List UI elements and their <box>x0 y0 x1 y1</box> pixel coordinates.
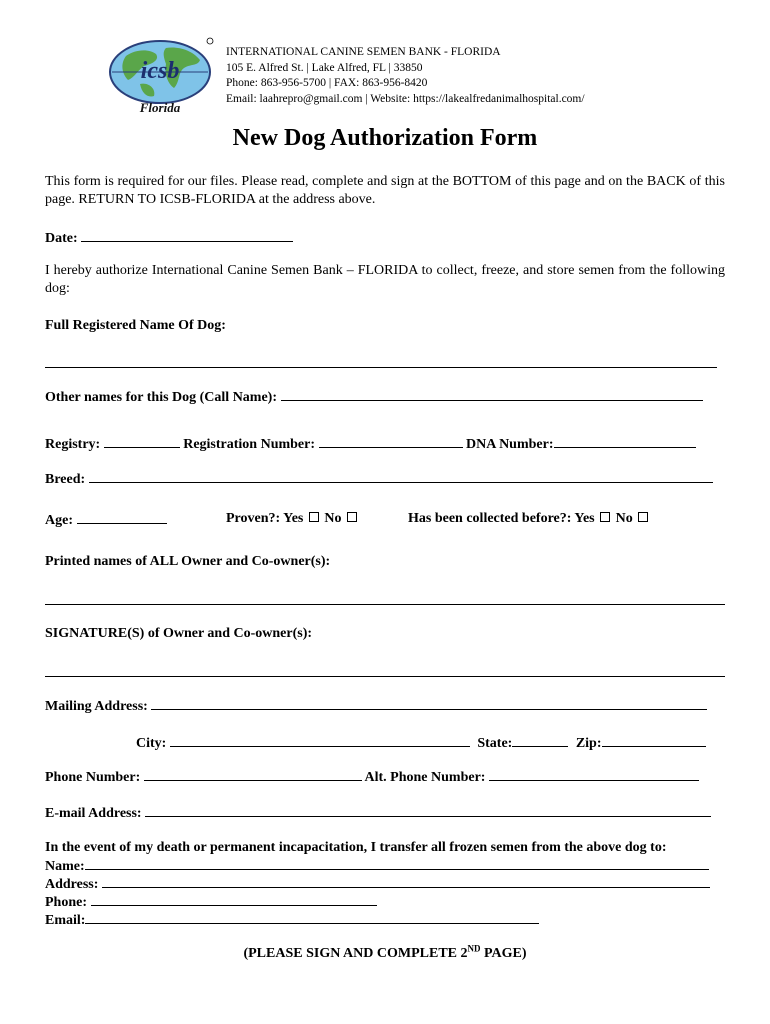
call-name-field[interactable] <box>281 387 703 401</box>
transfer-name-label: Name: <box>45 859 85 874</box>
transfer-statement: In the event of my death or permanent incapacitation, I transfer all frozen semen from the above dog to: <box>45 840 667 855</box>
proven-yes-checkbox[interactable] <box>309 512 319 522</box>
dna-number-field[interactable] <box>554 434 696 448</box>
full-name-field[interactable] <box>45 367 717 368</box>
age-field[interactable] <box>77 510 167 524</box>
state-field[interactable] <box>512 733 568 747</box>
alt-phone-field[interactable] <box>489 767 699 781</box>
mailing-field[interactable] <box>151 696 707 710</box>
transfer-address-field[interactable] <box>102 874 710 888</box>
transfer-phone-field[interactable] <box>91 892 377 906</box>
city-row <box>136 733 706 753</box>
registry-label: Registry: <box>45 437 101 452</box>
date-field[interactable] <box>81 228 293 242</box>
registry-field[interactable] <box>104 434 180 448</box>
email-field[interactable] <box>145 803 711 817</box>
intro-paragraph: This form is required for our files. Please read, complete and sign at the BOTTOM of this page and on the BACK of this page. RETURN TO ICSB-FLORIDA at the address above. <box>45 174 725 207</box>
transfer-name-row <box>45 856 709 876</box>
mailing-row <box>45 696 707 716</box>
page-title: New Dog Authorization Form <box>232 125 538 151</box>
collected-label: Has been collected before?: Yes <box>408 511 595 526</box>
owners-field[interactable] <box>45 604 725 605</box>
dna-number-label: DNA Number: <box>466 437 554 452</box>
authorization-paragraph: I hereby authorize International Canine Semen Bank – FLORIDA to collect, freeze, and store semen from the following dog: <box>45 263 725 296</box>
phone-row <box>45 767 699 787</box>
organization-info <box>226 45 585 107</box>
mailing-label: Mailing Address: <box>45 699 148 714</box>
proven-row <box>226 510 359 528</box>
alt-phone-label: Alt. Phone Number: <box>364 770 486 785</box>
collected-no-checkbox[interactable] <box>638 512 648 522</box>
registration-number-field[interactable] <box>319 434 463 448</box>
proven-no-label: No <box>324 511 342 526</box>
transfer-email-row <box>45 910 539 930</box>
proven-label: Proven?: Yes <box>226 511 304 526</box>
transfer-phone-row <box>45 892 377 912</box>
city-field[interactable] <box>170 733 470 747</box>
proven-no-checkbox[interactable] <box>347 512 357 522</box>
owners-label: Printed names of ALL Owner and Co-owner(s): <box>45 554 331 569</box>
date-label: Date: <box>45 231 78 246</box>
age-label: Age: <box>45 513 73 528</box>
collected-row <box>408 510 650 528</box>
zip-field[interactable] <box>602 733 706 747</box>
footer-text-after: PAGE) <box>480 946 527 961</box>
age-row <box>45 510 167 530</box>
zip-label: Zip: <box>575 736 602 751</box>
email-label: E-mail Address: <box>45 806 142 821</box>
signatures-label: SIGNATURE(S) of Owner and Co-owner(s): <box>45 626 313 641</box>
org-email-website: Email: laahrepro@gmail.com | Website: https://lakealfredanimalhospital.com/ <box>226 92 585 105</box>
org-name: INTERNATIONAL CANINE SEMEN BANK - FLORIDA <box>226 46 501 58</box>
full-name-label: Full Registered Name Of Dog: <box>45 318 226 333</box>
signatures-field[interactable] <box>45 676 725 677</box>
footer-superscript: ND <box>467 943 481 954</box>
breed-label: Breed: <box>45 472 86 487</box>
state-label: State: <box>477 736 513 751</box>
call-name-row <box>45 387 703 407</box>
phone-field[interactable] <box>144 767 362 781</box>
collected-yes-checkbox[interactable] <box>600 512 610 522</box>
transfer-address-row <box>45 874 710 894</box>
city-label: City: <box>136 736 167 751</box>
icsb-logo <box>104 34 216 116</box>
transfer-email-field[interactable] <box>85 910 539 924</box>
transfer-phone-label: Phone: <box>45 895 87 910</box>
breed-row <box>45 469 713 489</box>
footer-text-before: (PLEASE SIGN AND COMPLETE 2 <box>243 946 468 961</box>
logo-subtext: Florida <box>139 100 181 115</box>
collected-no-label: No <box>615 511 633 526</box>
registration-number-label: Registration Number: <box>183 437 316 452</box>
date-row <box>45 228 293 248</box>
org-phone-fax: Phone: 863-956-5700 | FAX: 863-956-8420 <box>226 77 428 89</box>
call-name-label: Other names for this Dog (Call Name): <box>45 390 278 405</box>
logo-text: icsb <box>140 58 180 84</box>
transfer-address-label: Address: <box>45 877 99 892</box>
email-row <box>45 803 711 823</box>
transfer-email-label: Email: <box>45 913 86 928</box>
breed-field[interactable] <box>89 469 713 483</box>
footer-instruction <box>0 945 770 963</box>
transfer-name-field[interactable] <box>85 856 709 870</box>
phone-label: Phone Number: <box>45 770 141 785</box>
org-address: 105 E. Alfred St. | Lake Alfred, FL | 33850 <box>226 61 423 74</box>
registry-row <box>45 434 696 454</box>
